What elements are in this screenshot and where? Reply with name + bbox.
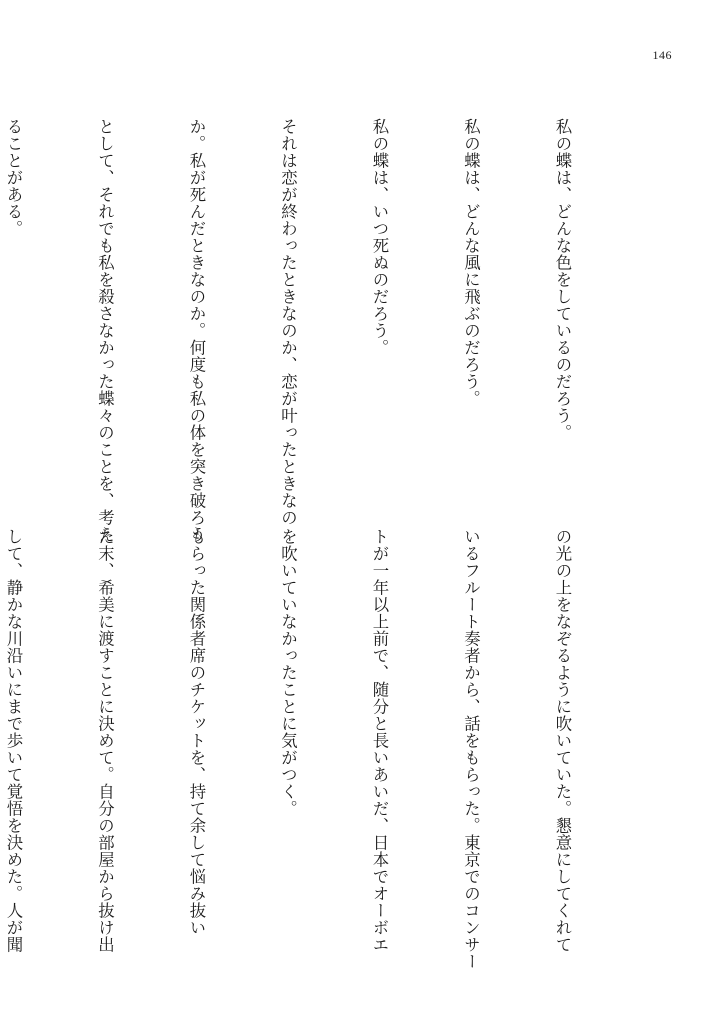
text-line: 私の蝶は、どんな色をしているのだろう。	[553, 118, 572, 441]
text-line: を吹いていなかったことに気がつく。	[278, 528, 298, 817]
text-line: いるフルート奏者から、話をもらった。東京でのコンサー	[461, 528, 481, 970]
text-line: して、静かな川沿いにまで歩いて覚悟を決めた。人が聞	[4, 528, 23, 953]
text-line: 私の蝶は、いつ死ぬのだろう。	[370, 118, 389, 356]
text-line: もらった関係者席のチケットを、持て余して悩み抜い	[187, 528, 206, 936]
text-line: ることがある。	[4, 118, 23, 237]
text-line: 私の蝶は、どんな風に飛ぶのだろう。	[461, 118, 481, 407]
lower-text-block	[4, 528, 638, 970]
text-line: それは恋が終わったときなのか、恋が叶ったときなの	[278, 118, 298, 526]
text-line: として、それでも私を殺さなかった蝶々のことを、考え	[95, 118, 115, 543]
upper-text-block	[4, 118, 638, 543]
page-number: 146	[652, 48, 672, 62]
text-line: か。私が死んだときなのか。何度も私の体を突き破ろう	[187, 118, 206, 543]
text-line: た末、希美に渡すことに決めて。自分の部屋から抜け出	[95, 528, 115, 953]
text-line: トが一年以上前で、随分と長いあいだ、日本でオーボエ	[370, 528, 389, 953]
text-line: の光の上をなぞるように吹いていた。懇意にしてくれて	[553, 528, 572, 953]
